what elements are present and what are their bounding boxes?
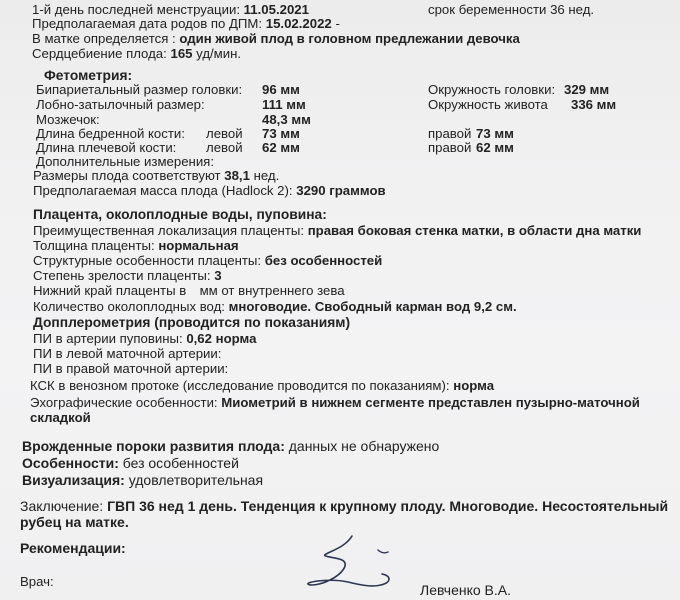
humerus-side-right: правой <box>428 140 472 155</box>
doctor-label: Врач: <box>20 574 54 589</box>
uterus-line <box>32 31 520 47</box>
echo-label: Эхографические особенности: <box>30 395 218 410</box>
doppler-title: Допплерометрия (проводится по показаниям) <box>33 315 351 330</box>
placenta-maturity-value: 3 <box>214 268 222 283</box>
umbilical-pi-label: ПИ в артерии пуповины: <box>33 331 183 346</box>
femur-side-right: правой <box>428 126 472 141</box>
placenta-structure-value: без особенностей <box>264 253 383 268</box>
placenta-lower-edge-tail: мм от внутреннего зева <box>199 283 345 298</box>
ofd-value: 111 мм <box>262 97 306 112</box>
due-date-value: 15.02.2022 <box>265 16 332 31</box>
placenta-location-label: Преимущественная локализация плаценты: <box>33 223 305 238</box>
placenta-location-value: правая боковая стенка матки, в области дна матки <box>307 223 642 238</box>
humerus-side-left: левой <box>206 140 243 155</box>
recommendations-label: Рекомендации: <box>20 540 126 556</box>
due-date-label: Предполагаемая дата родов по ДПМ: <box>32 16 263 31</box>
anomalies-label: Врожденные пороки развития плода: <box>22 438 285 454</box>
umbilical-pi-value: 0,62 норма <box>186 331 257 346</box>
placenta-structure-label: Структурные особенности плаценты: <box>33 253 262 268</box>
heartbeat-line <box>32 46 241 62</box>
anomalies-value: данных не обнаружено <box>288 438 440 454</box>
placenta-lower-edge-label: Нижний край плаценты в <box>33 283 187 298</box>
lmp-label: 1-й день последней менструации: <box>32 2 240 17</box>
cerebellum-label: Мозжечок: <box>36 112 100 127</box>
placenta-lower-edge-line <box>33 283 345 299</box>
echo-line <box>30 395 640 411</box>
placenta-maturity-label: Степень зрелости плаценты: <box>33 268 211 283</box>
due-date-tail: - <box>335 16 340 31</box>
heartbeat-label: Сердцебиение плода: <box>32 46 167 61</box>
conclusion-value-cont: рубец на матке. <box>20 514 129 530</box>
femur-left-value: 73 мм <box>262 126 300 141</box>
head-circ-value: 329 мм <box>564 82 610 97</box>
ductus-value: норма <box>453 378 495 393</box>
conclusion-label: Заключение: <box>20 498 104 514</box>
weight-label: Предполагаемая масса плода (Hadlock 2): <box>33 183 293 198</box>
humerus-label: Длина плечевой кости: <box>36 140 177 155</box>
features-value: без особенностей <box>122 455 239 471</box>
femur-side-left: левой <box>206 126 243 141</box>
femur-label: Длина бедренной кости: <box>36 126 185 141</box>
heartbeat-value: 165 <box>170 46 193 61</box>
size-match-line <box>33 168 279 184</box>
anomalies-line <box>22 438 439 454</box>
features-label: Особенности: <box>22 455 119 471</box>
gestation-term-text: срок беременности 36 нед. <box>428 2 595 17</box>
visualization-label: Визуализация: <box>22 472 125 488</box>
placenta-structure-line <box>33 253 382 269</box>
weight-line <box>33 183 386 199</box>
size-match-value: 38,1 <box>224 168 250 183</box>
placenta-thickness-line <box>33 238 239 254</box>
umbilical-pi-line <box>33 331 256 347</box>
weight-value: 3290 граммов <box>296 183 386 198</box>
due-date-line <box>32 16 340 32</box>
echo-value: Миометрий в нижнем сегменте представлен пузырно-маточной <box>221 395 640 410</box>
ductus-label: КСК в венозном протоке (исследование проводится по показаниям): <box>30 378 450 393</box>
features-line <box>22 455 239 471</box>
extra-measurements: Дополнительные измерения: <box>36 154 214 169</box>
signature-icon <box>290 530 410 600</box>
humerus-left-value: 62 мм <box>262 140 300 155</box>
conclusion-line <box>20 498 668 514</box>
abd-circ-label: Окружность живота <box>428 97 548 112</box>
amniotic-fluid-label: Количество околоплодных вод: <box>33 299 225 314</box>
abd-circ-value: 336 мм <box>571 97 617 112</box>
placenta-title: Плацента, околоплодные воды, пуповина: <box>33 207 327 222</box>
placenta-maturity-line <box>33 268 222 284</box>
humerus-right-value: 62 мм <box>476 140 514 155</box>
conclusion-value: ГВП 36 нед 1 день. Тенденция к крупному плоду. Многоводие. Несостоятельный <box>107 498 669 514</box>
amniotic-fluid-line <box>33 299 517 315</box>
doctor-name: Левченко В.А. <box>420 582 512 598</box>
size-match-label: Размеры плода соответствуют <box>33 168 221 183</box>
ofd-label: Лобно-затылочный размер: <box>36 97 205 112</box>
placenta-location-line <box>33 223 641 239</box>
uterus-value: один живой плод в головном предлежании девочка <box>179 31 520 46</box>
ductus-line <box>30 378 494 394</box>
size-match-unit: нед. <box>253 168 280 183</box>
placenta-thickness-value: нормальная <box>158 238 239 253</box>
heartbeat-unit: уд/мин. <box>196 46 242 61</box>
cerebellum-value: 48,3 мм <box>262 112 311 127</box>
placenta-thickness-label: Толщина плаценты: <box>33 238 155 253</box>
lmp-value: 11.05.2021 <box>243 2 309 17</box>
fetometry-title: Фетометрия: <box>44 68 133 83</box>
right-uterine-pi: ПИ в правой маточной артерии: <box>33 361 229 376</box>
gestation-term <box>428 2 594 18</box>
visualization-value: удовлетворительная <box>128 472 264 488</box>
femur-right-value: 73 мм <box>476 126 514 141</box>
amniotic-fluid-value: многоводие. Свободный карман вод 9,2 см. <box>228 299 517 314</box>
uterus-label: В матке определяется : <box>32 31 176 46</box>
head-circ-label: Окружность головки: <box>428 82 556 97</box>
echo-value-cont: складкой <box>30 410 91 425</box>
left-uterine-pi: ПИ в левой маточной артерии: <box>33 346 222 361</box>
bpd-value: 96 мм <box>262 82 300 97</box>
visualization-line <box>22 472 263 488</box>
bpd-label: Бипариетальный размер головки: <box>36 82 243 97</box>
